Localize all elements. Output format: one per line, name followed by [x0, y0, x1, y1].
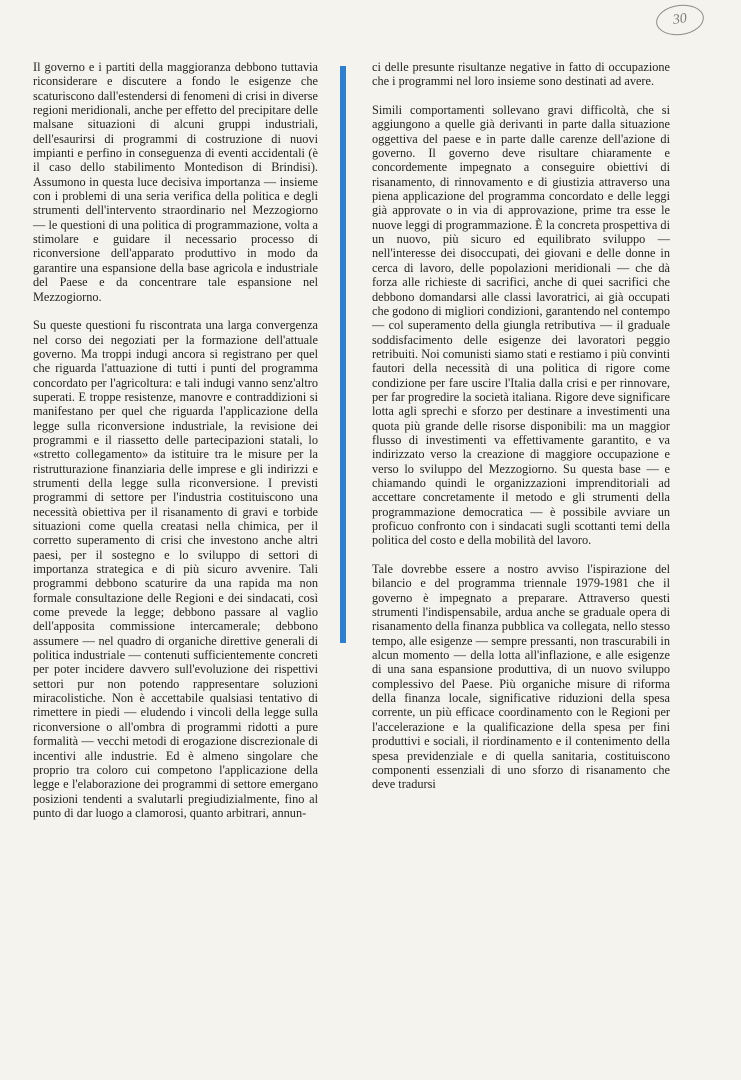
paragraph: Tale dovrebbe essere a nostro avviso l'ispirazione del bilancio e del programma triennale 1979-1981 che il governo è impegnato a preparare. Attraverso questi strumenti l'indispensabile, ardua anche se graduale opera di risanamento della finanza pubblica va collegata, nello stesso tempo, alle esigenze — sempre pressanti, non trascurabili in alcun momento — della lotta all'inflazione, e alle esigenze di una sana espansione produttiva, di un nuovo sviluppo complessivo del Paese. Più organiche misure di riforma della finanza locale, significative riduzioni della spesa corrente, un più efficace coordinamento con le Regioni per l'accelerazione e la qualificazione della spesa per fini produttivi e sociali, il riordinamento e il contenimento della spesa previdenziale e di quella sanitaria, costituiscono componenti essenziali di uno sforzo di risanamento che deve tradursi	[372, 562, 670, 792]
page-number: 30	[654, 2, 706, 38]
right-column	[372, 60, 670, 792]
paragraph: Il governo e i partiti della maggioranza debbono tuttavia riconsiderare e discutere a fondo le esigenze che scaturiscono dall'estendersi di fenomeni di crisi in diverse regioni meridionali, anche per effetto del precipitare delle malsane situazioni di alcuni gruppi industriali, dell'esaurirsi di programmi di costruzione di nuovi impianti e perfino in conseguenza di eventi accidentali (è il caso dello stabilimento Montedison di Brindisi). Assumono in questa luce decisiva importanza — insieme con i problemi di una seria verifica della politica e degli strumenti dell'intervento straordinario nel Mezzogiorno — le questioni di una politica di programmazione, volta a stimolare e guidare il necessario processo di riconversione dell'apparato produttivo in modo da garantire una espansione della base agricola e industriale del Paese e da concentrare tale espansione nel Mezzogiorno.	[33, 60, 318, 304]
blue-vertical-rule	[340, 66, 346, 643]
paragraph: Simili comportamenti sollevano gravi difficoltà, che si aggiungono a quelle già derivanti in parte dalla situazione oggettiva del paese e in parte dalle carenze dell'azione di governo. Il governo deve risultare chiaramente e concordemente impegnato a conseguire obiettivi di risanamento, di rinnovamento e di giustizia attraverso una piena applicazione del programma concordato e delle leggi già approvate o in via di approvazione, prime tra esse le nuove leggi di programmazione. È la concreta prospettiva di un nuovo, più sicuro ed equilibrato sviluppo — nell'interesse dei disoccupati, dei giovani e delle donne in cerca di lavoro, delle popolazioni meridionali — che dà forza alle richieste di sacrifici, anche di quei sacrifici che debbono domandarsi alle classi lavoratrici, ai già occupati che godono di migliori condizioni, garantendo nel contempo — col superamento della giungla retributiva — il graduale soddisfacimento delle esigenze dei lavoratori peggio retribuiti. Noi comunisti siamo stati e restiamo i più convinti fautori della necessità di una politica di rigore come condizione per fare uscire l'Italia dalla crisi e per rinnovare, per far progredire la società italiana. Rigore deve significare lotta agli sprechi e sforzo per destinare a investimenti una quota più grande delle risorse disponibili: ma un maggior flusso di investimenti va effettivamente garantito, e va indirizzato verso la creazione di maggiore occupazione e verso lo sviluppo del Mezzogiorno. Su questa base — e chiamando quindi le organizzazioni imprenditoriali ad accettare concretamente il metodo e gli strumenti della programmazione democratica — è possibile avviare un proficuo confronto con i sindacati sugli scottanti temi della politica del costo e della mobilità del lavoro.	[372, 103, 670, 548]
left-column	[33, 60, 318, 820]
paragraph: ci delle presunte risultanze negative in fatto di occupazione che i programmi nel loro insieme sono destinati ad avere.	[372, 60, 670, 89]
paragraph: Su queste questioni fu riscontrata una larga convergenza nel corso dei negoziati per la formazione dell'attuale governo. Ma troppi indugi ancora si registrano per quel che riguarda l'attuazione di tutti i punti del programma concordato per l'agricoltura: e tali indugi vanno senz'altro superati. E troppe resistenze, manovre e contraddizioni si manifestano per quel che riguarda l'applicazione della legge sulla riconversione industriale, la revisione dei programmi e il riassetto delle partecipazioni statali, lo «stretto collegamento» da istituire tra le misure per la ristrutturazione finanziaria delle imprese e gli indirizzi e strumenti della legge sulla riconversione. I previsti programmi di settore per l'industria costituiscono una necessità obiettiva per il risanamento di gravi e torbide situazioni come quella creatasi nella chimica, per il corretto superamento di crisi che investono anche altri paesi, per il sostegno e lo sviluppo di settori di importanza strategica e di più sicuro avvenire. Tali programmi debbono scaturire da una rapida ma non formale consultazione delle Regioni e dei sindacati, così come prevede la legge; debbono passare al vaglio dell'apposita commissione intercamerale; debbono assumere — nel quadro di organiche direttive generali di politica industriale — contenuti sufficientemente concreti per poter incidere davvero sull'evoluzione dei rispettivi settori pur non potendo rappresentare soluzioni miracolistiche. Non è accettabile qualsiasi tentativo di rimettere in piedi — eludendo i vincoli della legge sulla riconversione o all'ombra di programmi ridotti a pure formalità — vecchi metodi di erogazione discrezionale di incentivi alle industrie. Ed è almeno singolare che proprio tra coloro cui competono l'applicazione della legge e l'elaborazione dei programmi di settore emergano posizioni tendenti a svalutarli pregiudizialmente, fino al punto di dar luogo a clamorosi, quanto arbitrari, annun-	[33, 318, 318, 820]
